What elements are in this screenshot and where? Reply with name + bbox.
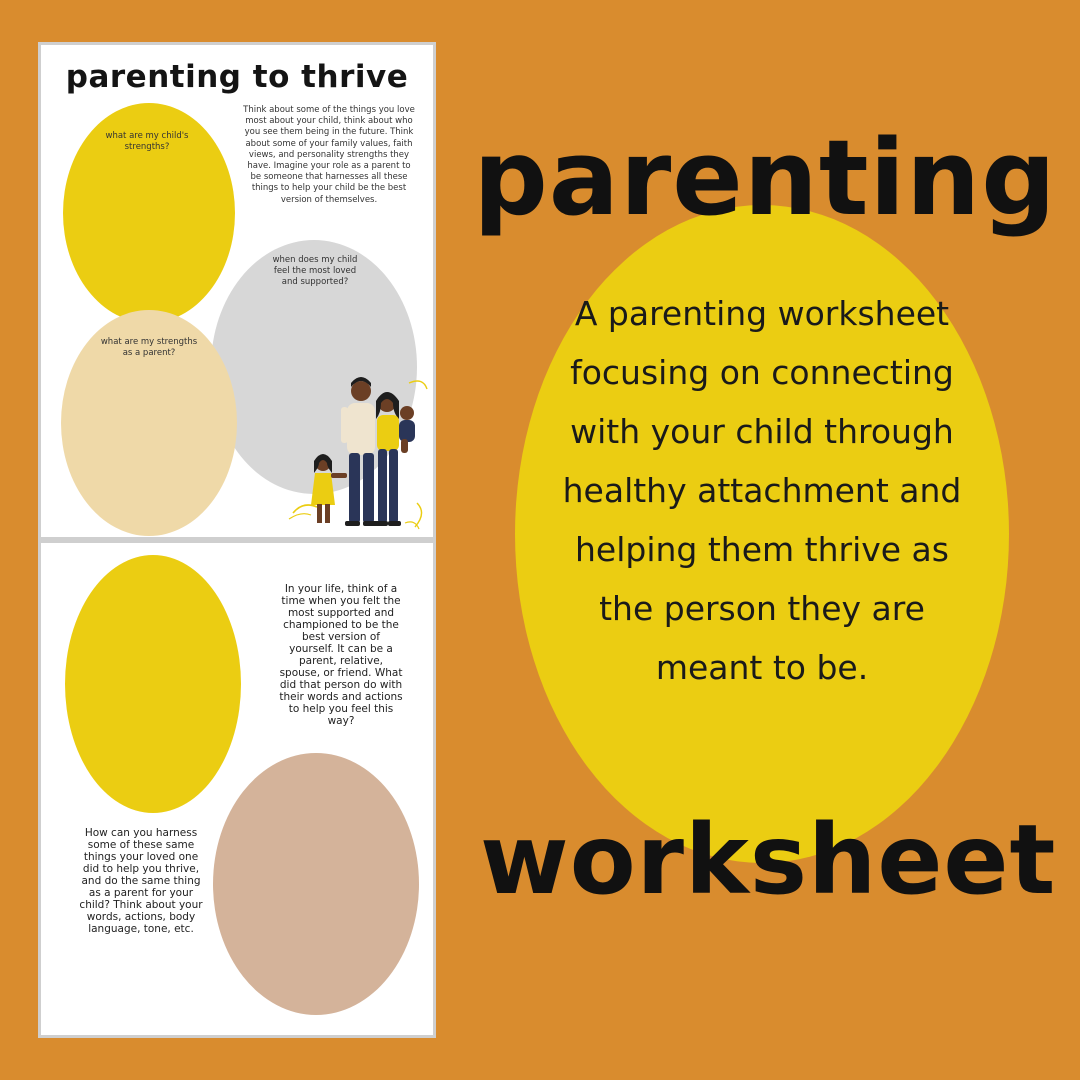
championed-prompt: In your life, think of a time when you felt the most supported and championed to be the best version of yourself. It can be a parent, relative, spouse, or friend. What did that person do with their words and actions to help you feel this way? — [279, 583, 403, 727]
worksheet-page-2 — [38, 540, 436, 1038]
worksheet-page-1 — [38, 42, 436, 540]
worksheet-title: parenting to thrive — [65, 59, 409, 95]
harness-oval — [213, 753, 419, 1015]
loved-supported-prompt: when does my child feel the most loved and supported? — [272, 255, 358, 288]
parent-strengths-prompt: what are my strengths as a parent? — [100, 337, 198, 359]
championed-oval — [65, 555, 241, 813]
worksheet-description: A parenting worksheet focusing on connecting with your child through healthy attachment and helping them thrive as the person they are meant to be. — [562, 294, 962, 687]
child-strengths-prompt: what are my child's strengths? — [105, 131, 189, 153]
harness-prompt: How can you harness some of these same things your loved one did to help you thrive, and do the same thing as a parent for your child? Think about your words, actions, body language, tone, etc. — [79, 827, 203, 935]
headline-parenting: parenting — [473, 117, 1057, 239]
family-illustration — [287, 373, 433, 533]
worksheet-intro: Think about some of the things you love most about your child, think about who you see them being in the future. Think about some of your family values, faith views, and personality strengths they have. Imagine your role as a parent to be someone that harnesses all these things to help your child be the best version of themselves. — [243, 105, 415, 205]
headline-worksheet: worksheet — [480, 804, 1057, 916]
